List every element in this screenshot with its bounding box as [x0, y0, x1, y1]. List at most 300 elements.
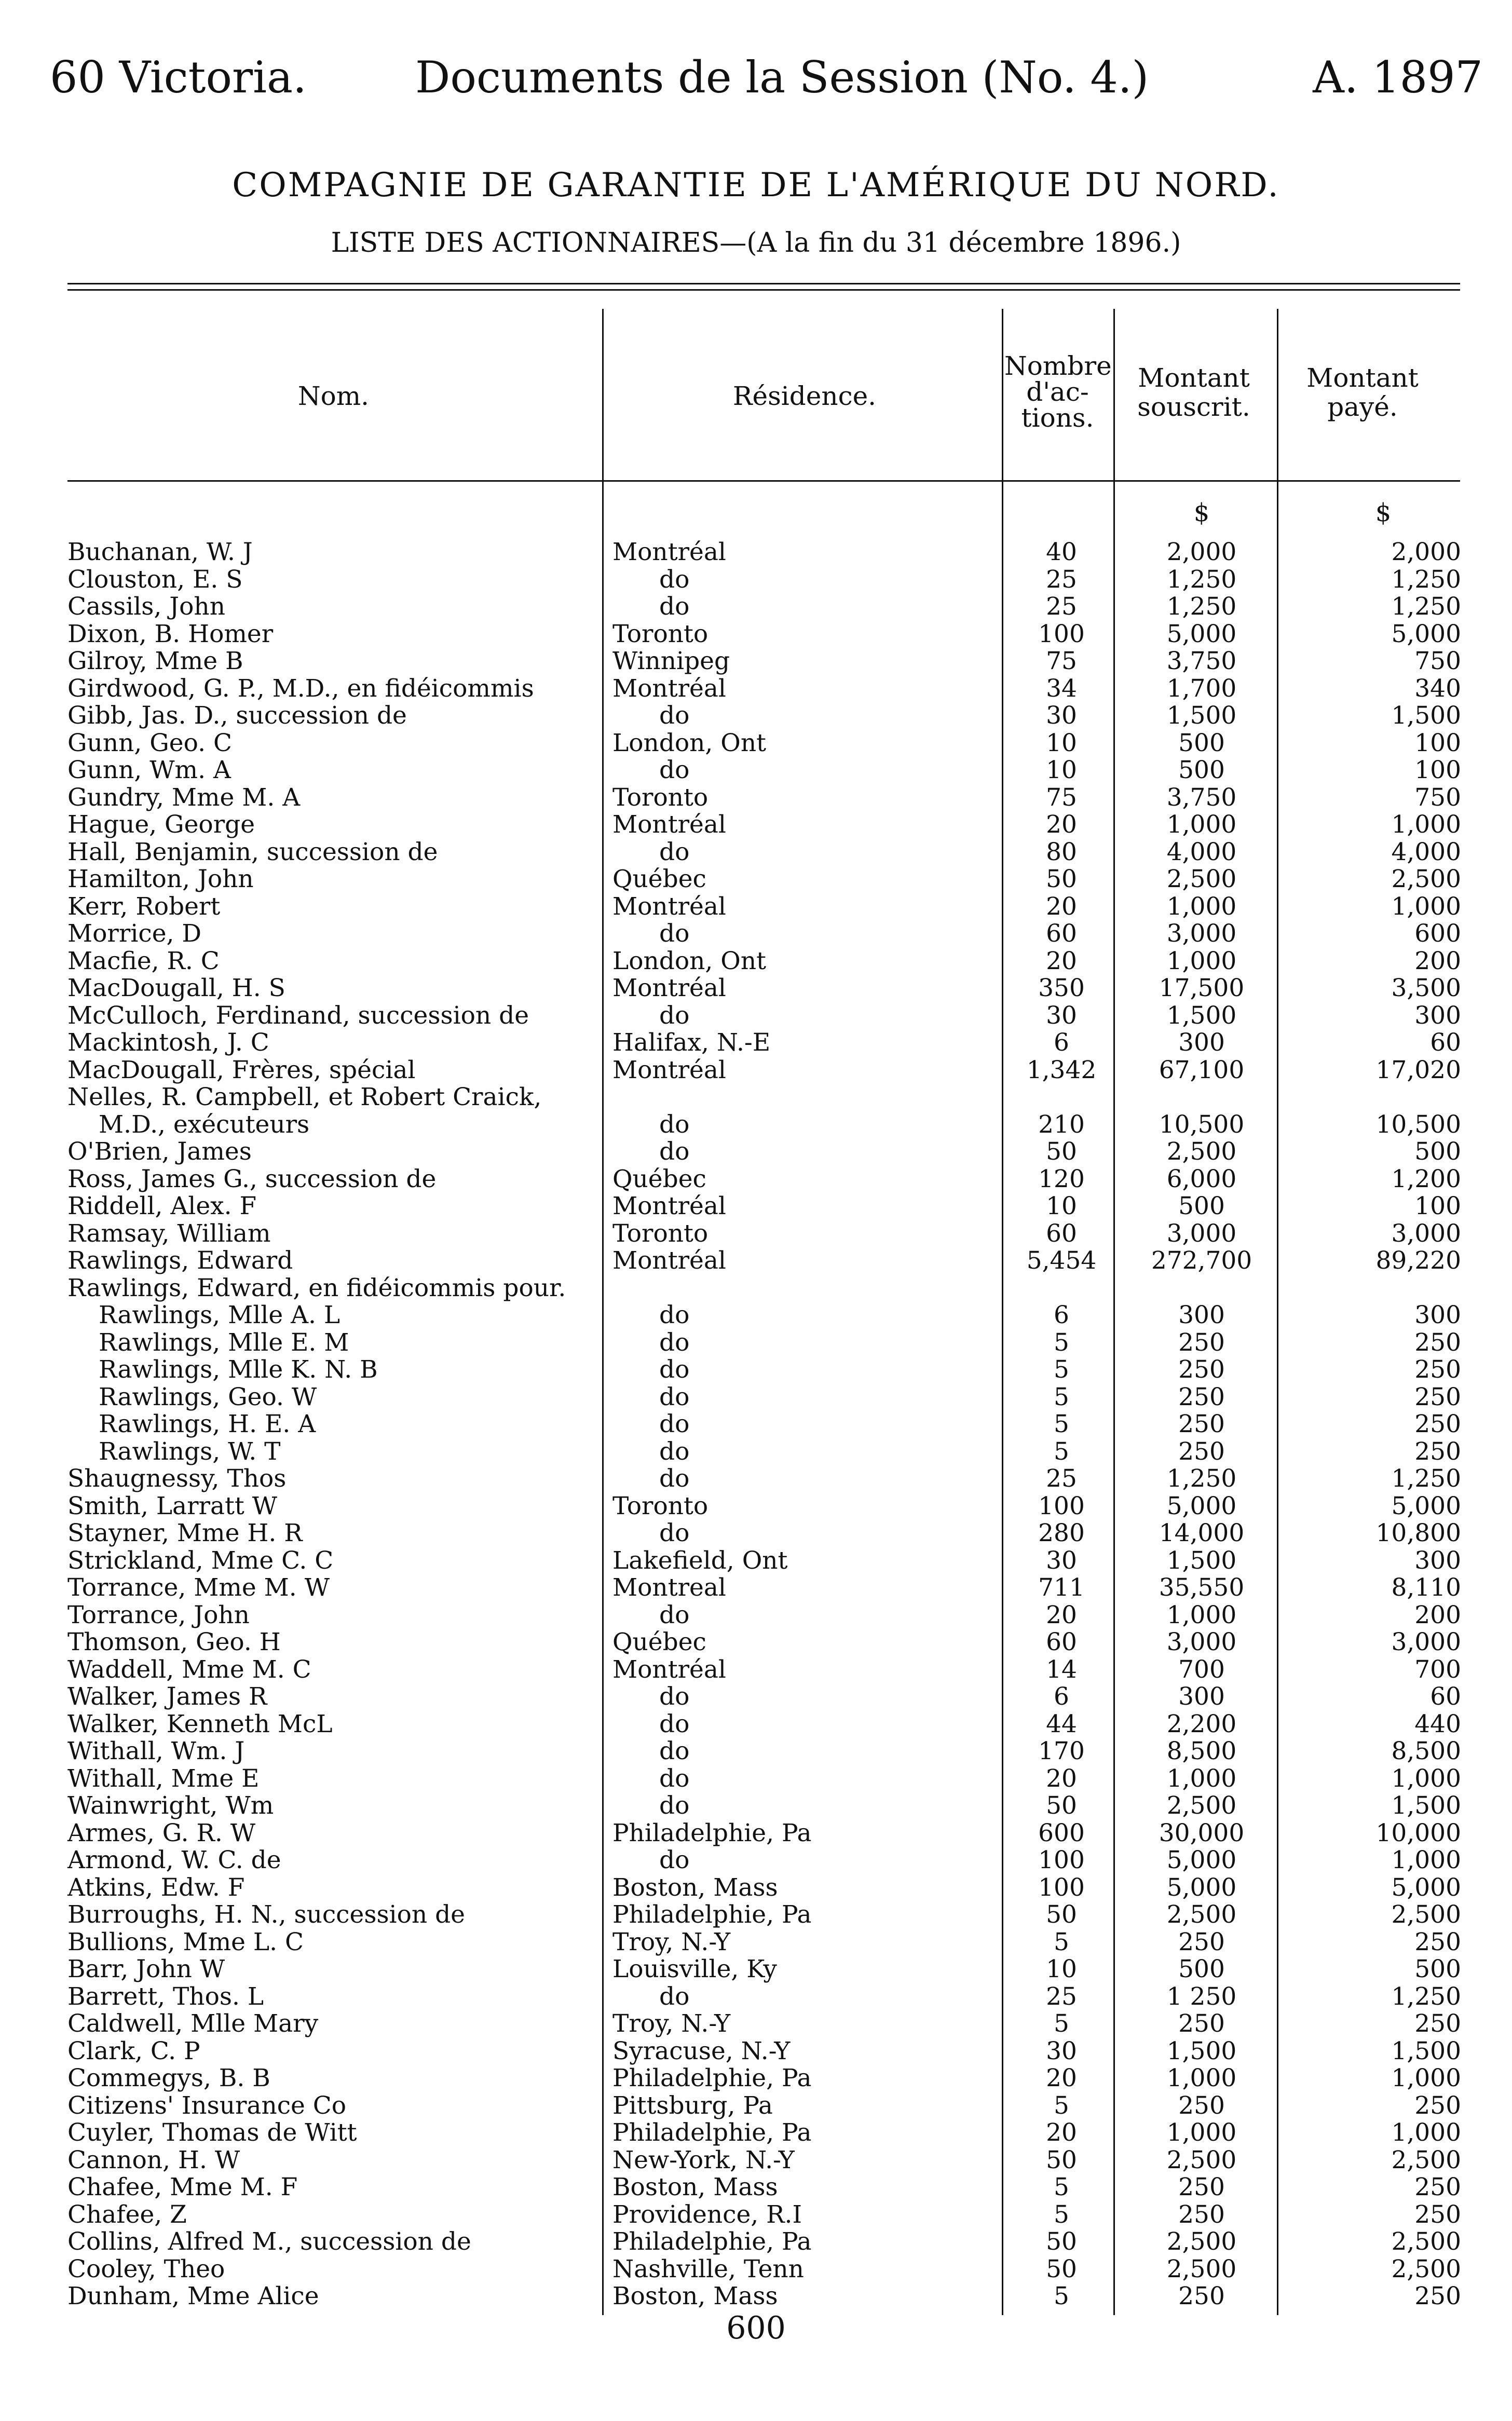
table-row — [0, 1111, 1512, 1139]
subscribed-amount-cell: 250 — [1178, 1410, 1225, 1438]
paid-amount-cell: 250 — [1414, 1437, 1461, 1466]
residence-cell: Philadelphie, Pa — [612, 2064, 812, 2092]
residence-cell: Nashville, Tenn — [612, 2254, 804, 2283]
column-header-souscrit-line: souscrit. — [1137, 392, 1250, 422]
residence-cell: do — [659, 1301, 690, 1329]
paid-amount-cell: 500 — [1414, 1955, 1461, 1983]
residence-cell: do — [659, 1437, 690, 1466]
residence-cell: do — [659, 1519, 690, 1547]
shares-cell: 80 — [1046, 837, 1077, 866]
shares-cell: 50 — [1046, 2254, 1077, 2283]
shareholder-name: Clark, C. P — [67, 2036, 200, 2065]
shares-cell: 50 — [1046, 865, 1077, 893]
shares-cell: 34 — [1046, 674, 1077, 703]
subscribed-amount-cell: 17,500 — [1159, 974, 1245, 1002]
shareholder-name: Bullions, Mme L. C — [67, 1927, 304, 1956]
subscribed-amount-cell: 30,000 — [1159, 1818, 1245, 1847]
residence-cell: do — [659, 1709, 690, 1738]
paid-amount-cell: 5,000 — [1391, 619, 1461, 648]
residence-cell: do — [659, 592, 690, 621]
subscribed-amount-cell: 3,750 — [1166, 647, 1237, 675]
table-row — [0, 2119, 1512, 2147]
column-header-souscrit — [1116, 363, 1272, 421]
shares-cell: 30 — [1046, 1001, 1077, 1030]
paid-amount-cell: 1,250 — [1391, 1982, 1461, 2011]
subscribed-amount-cell: 1,250 — [1166, 592, 1237, 621]
table-row — [0, 948, 1512, 975]
paid-amount-cell: 2,000 — [1391, 538, 1461, 566]
residence-cell: do — [659, 1737, 690, 1765]
shares-cell: 60 — [1046, 1628, 1077, 1656]
shareholder-name: Stayner, Mme H. R — [67, 1519, 303, 1547]
table-row — [0, 1356, 1512, 1384]
residence-cell: do — [659, 1982, 690, 2011]
table-row — [0, 1411, 1512, 1438]
shareholder-name: Mackintosh, J. C — [67, 1028, 269, 1057]
shares-cell: 30 — [1046, 1546, 1077, 1575]
residence-cell: Lakefield, Ont — [612, 1546, 788, 1575]
shareholder-name: Clouston, E. S — [67, 565, 243, 594]
top-rule-2 — [67, 289, 1460, 291]
residence-cell: Toronto — [612, 619, 709, 648]
shareholder-name: Rawlings, Geo. W — [99, 1382, 317, 1411]
shares-cell: 30 — [1046, 2036, 1077, 2065]
column-header-paye-line: payé. — [1327, 392, 1398, 422]
shareholder-name: Walker, James R — [67, 1682, 267, 1711]
paid-amount-cell: 300 — [1414, 1546, 1461, 1575]
column-header-paye — [1279, 363, 1446, 421]
subscribed-amount-cell: 2,500 — [1166, 2227, 1237, 2256]
table-row — [0, 1983, 1512, 2011]
shareholder-name: Riddell, Alex. F — [67, 1192, 257, 1220]
shareholder-name: Barr, John W — [67, 1955, 225, 1983]
subscribed-amount-cell: 250 — [1178, 2200, 1225, 2229]
residence-cell: Toronto — [612, 783, 709, 812]
shares-cell: 5 — [1054, 2282, 1069, 2310]
residence-cell: Montréal — [612, 1055, 726, 1084]
shareholder-name: Dunham, Mme Alice — [67, 2282, 319, 2310]
subscribed-amount-cell: 35,550 — [1159, 1573, 1245, 1602]
paid-amount-cell: 250 — [1414, 2282, 1461, 2310]
shares-cell: 6 — [1054, 1682, 1069, 1711]
shareholder-name: Ramsay, William — [67, 1219, 271, 1248]
shareholder-name: Rawlings, H. E. A — [99, 1410, 316, 1438]
residence-cell: Boston, Mass — [612, 1873, 778, 1902]
table-row — [0, 2228, 1512, 2256]
subscribed-amount-cell: 250 — [1178, 2282, 1225, 2310]
subscribed-amount-cell: 1,700 — [1166, 674, 1237, 703]
table-row — [0, 2092, 1512, 2120]
paid-amount-cell: 100 — [1414, 728, 1461, 757]
paid-amount-cell: 1,000 — [1391, 2064, 1461, 2092]
column-header-nombre-line: tions. — [1021, 403, 1094, 433]
shareholder-name: McCulloch, Ferdinand, succession de — [67, 1001, 529, 1030]
shareholder-name: Dixon, B. Homer — [67, 619, 274, 648]
shares-cell: 10 — [1046, 1955, 1077, 1983]
shareholder-name: Gundry, Mme M. A — [67, 783, 301, 812]
subscribed-amount-cell: 250 — [1178, 1437, 1225, 1466]
shares-cell: 20 — [1046, 1600, 1077, 1629]
subscribed-amount-cell: 2,500 — [1166, 1137, 1237, 1166]
residence-cell: Québec — [612, 1164, 706, 1193]
paid-amount-cell: 60 — [1430, 1028, 1461, 1057]
shareholder-name: Nelles, R. Campbell, et Robert Craick, — [67, 1083, 542, 1111]
shares-cell: 5 — [1054, 1927, 1069, 1956]
table-row — [0, 811, 1512, 839]
subscribed-amount-cell: 1,500 — [1166, 701, 1237, 730]
table-row — [0, 1738, 1512, 1765]
shareholder-name: Kerr, Robert — [67, 892, 221, 921]
table-row — [0, 1520, 1512, 1547]
paid-amount-cell: 1,250 — [1391, 1464, 1461, 1493]
paid-amount-cell: 250 — [1414, 2173, 1461, 2201]
residence-cell: do — [659, 1410, 690, 1438]
shares-cell: 50 — [1046, 1900, 1077, 1929]
subscribed-amount-cell: 250 — [1178, 2173, 1225, 2201]
subscribed-amount-cell: 1,500 — [1166, 1001, 1237, 1030]
shares-cell: 20 — [1046, 810, 1077, 839]
subscribed-amount-cell: 1 250 — [1166, 1982, 1237, 2011]
paid-amount-cell: 5,000 — [1391, 1873, 1461, 1902]
residence-cell: Philadelphie, Pa — [612, 1900, 812, 1929]
header-year: A. 1897 — [1313, 52, 1483, 103]
residence-cell: Syracuse, N.-Y — [612, 2036, 791, 2065]
subscribed-amount-cell: 1,500 — [1166, 2036, 1237, 2065]
residence-cell: Louisville, Ky — [612, 1955, 777, 1983]
residence-cell: Philadelphie, Pa — [612, 2118, 812, 2147]
table-row — [0, 1847, 1512, 1874]
residence-cell: Montreal — [612, 1573, 726, 1602]
paid-amount-cell: 250 — [1414, 2200, 1461, 2229]
shares-cell: 5 — [1054, 2009, 1069, 2038]
subscribed-amount-cell: 300 — [1178, 1028, 1225, 1057]
subscribed-amount-cell: 1,000 — [1166, 810, 1237, 839]
table-row — [0, 1138, 1512, 1166]
paid-amount-cell: 1,000 — [1391, 810, 1461, 839]
shareholder-name: Cannon, H. W — [67, 2145, 240, 2174]
shareholder-name: Cuyler, Thomas de Witt — [67, 2118, 357, 2147]
shares-cell: 100 — [1038, 1491, 1085, 1520]
shareholder-name: Chafee, Mme M. F — [67, 2173, 298, 2201]
shares-cell: 350 — [1038, 974, 1085, 1002]
table-row — [0, 2010, 1512, 2038]
shareholder-name: Torrance, Mme M. W — [67, 1573, 330, 1602]
shareholder-name: Hall, Benjamin, succession de — [67, 837, 438, 866]
table-row — [0, 1029, 1512, 1057]
shares-cell: 44 — [1046, 1709, 1077, 1738]
shares-cell: 30 — [1046, 701, 1077, 730]
shareholder-name: Atkins, Edw. F — [67, 1873, 245, 1902]
table-row — [0, 2147, 1512, 2174]
residence-cell: do — [659, 1382, 690, 1411]
table-row — [0, 893, 1512, 921]
shares-cell: 60 — [1046, 1219, 1077, 1248]
residence-cell: do — [659, 1600, 690, 1629]
paid-amount-cell: 1,000 — [1391, 1764, 1461, 1793]
column-header-residence: Résidence. — [732, 381, 877, 411]
subscribed-amount-cell: 5,000 — [1166, 1491, 1237, 1520]
subscribed-amount-cell: 250 — [1178, 1927, 1225, 1956]
paid-amount-cell: 1,500 — [1391, 2036, 1461, 2065]
shares-cell: 5 — [1054, 1382, 1069, 1411]
paid-amount-cell: 1,500 — [1391, 1791, 1461, 1820]
paid-amount-cell: 250 — [1414, 1355, 1461, 1384]
table-row — [0, 784, 1512, 812]
table-row — [0, 866, 1512, 893]
table-row — [0, 1901, 1512, 1929]
subscribed-amount-cell: 3,000 — [1166, 1219, 1237, 1248]
subscribed-amount-cell: 5,000 — [1166, 1873, 1237, 1902]
table-row — [0, 702, 1512, 730]
running-header — [0, 52, 1512, 114]
shares-cell: 10 — [1046, 756, 1077, 784]
paid-amount-cell: 250 — [1414, 2009, 1461, 2038]
subscribed-amount-cell: 250 — [1178, 2091, 1225, 2120]
table-row — [0, 1711, 1512, 1738]
shareholder-name: Gilroy, Mme B — [67, 647, 243, 675]
subscribed-amount-cell: 2,500 — [1166, 1900, 1237, 1929]
shareholder-name: Macfie, R. C — [67, 946, 220, 975]
shareholder-name: Commegys, B. B — [67, 2064, 270, 2092]
paid-amount-cell: 250 — [1414, 1410, 1461, 1438]
residence-cell: do — [659, 1137, 690, 1166]
table-row — [0, 2174, 1512, 2201]
paid-amount-cell: 1,250 — [1391, 565, 1461, 594]
shares-cell: 5 — [1054, 1328, 1069, 1357]
paid-amount-cell: 500 — [1414, 1137, 1461, 1166]
column-header-nombre — [1004, 353, 1111, 431]
subscribed-amount-cell: 272,700 — [1151, 1246, 1252, 1275]
residence-cell: do — [659, 1110, 690, 1139]
shares-cell: 120 — [1038, 1164, 1085, 1193]
subscribed-amount-cell: 300 — [1178, 1682, 1225, 1711]
subscribed-amount-cell: 1,250 — [1166, 1464, 1237, 1493]
shareholder-name: MacDougall, Frères, spécial — [67, 1055, 416, 1084]
residence-cell: do — [659, 701, 690, 730]
subscribed-amount-cell: 700 — [1178, 1655, 1225, 1684]
paid-amount-cell: 60 — [1430, 1682, 1461, 1711]
table-row — [0, 566, 1512, 594]
shares-cell: 100 — [1038, 619, 1085, 648]
paid-amount-cell: 1,250 — [1391, 592, 1461, 621]
shares-cell: 5 — [1054, 2200, 1069, 2229]
shares-cell: 210 — [1038, 1110, 1085, 1139]
shareholder-name: Thomson, Geo. H — [67, 1628, 281, 1656]
subscribed-amount-cell: 1,000 — [1166, 892, 1237, 921]
table-row — [0, 2256, 1512, 2283]
subscribed-amount-cell: 5,000 — [1166, 1846, 1237, 1874]
paid-amount-cell: 750 — [1414, 783, 1461, 812]
subscribed-amount-cell: 300 — [1178, 1301, 1225, 1329]
paid-amount-cell: 100 — [1414, 756, 1461, 784]
paid-amount-cell: 2,500 — [1391, 2145, 1461, 2174]
subscribed-amount-cell: 2,500 — [1166, 2254, 1237, 2283]
shares-cell: 600 — [1038, 1818, 1085, 1847]
shares-cell: 1,342 — [1026, 1055, 1097, 1084]
table-row — [0, 1956, 1512, 1983]
residence-cell: New-York, N.-Y — [612, 2145, 795, 2174]
residence-cell: do — [659, 1328, 690, 1357]
table-row — [0, 1792, 1512, 1820]
subscribed-amount-cell: 3,750 — [1166, 783, 1237, 812]
paid-amount-cell: 10,000 — [1375, 1818, 1461, 1847]
subscribed-amount-cell: 1,000 — [1166, 946, 1237, 975]
shares-cell: 5 — [1054, 1355, 1069, 1384]
subscribed-amount-cell: 500 — [1178, 1955, 1225, 1983]
shares-cell: 20 — [1046, 1764, 1077, 1793]
shares-cell: 100 — [1038, 1846, 1085, 1874]
shareholder-name: Ross, James G., succession de — [67, 1164, 437, 1193]
shareholder-name: Girdwood, G. P., M.D., en fidéicommis — [67, 674, 534, 703]
shares-cell: 280 — [1038, 1519, 1085, 1547]
residence-cell: Québec — [612, 865, 706, 893]
shareholder-name: Rawlings, Edward — [67, 1246, 293, 1275]
residence-cell: Montréal — [612, 810, 726, 839]
residence-cell: Montréal — [612, 974, 726, 1002]
subscribed-amount-cell: 3,000 — [1166, 919, 1237, 948]
shareholder-name: Cassils, John — [67, 592, 225, 621]
residence-cell: do — [659, 837, 690, 866]
residence-cell: Toronto — [612, 1491, 709, 1520]
paid-amount-cell: 440 — [1414, 1709, 1461, 1738]
table-row — [0, 1574, 1512, 1602]
paid-amount-cell: 5,000 — [1391, 1491, 1461, 1520]
subscribed-amount-cell: 250 — [1178, 1355, 1225, 1384]
shareholder-table — [0, 539, 1512, 2310]
paid-amount-cell: 2,500 — [1391, 865, 1461, 893]
subscribed-amount-cell: 500 — [1178, 1192, 1225, 1220]
shareholder-name: Caldwell, Mlle Mary — [67, 2009, 319, 2038]
residence-cell: Winnipeg — [612, 647, 730, 675]
shares-cell: 50 — [1046, 1137, 1077, 1166]
subscribed-amount-cell: 500 — [1178, 756, 1225, 784]
subscribed-amount-cell: 2,500 — [1166, 865, 1237, 893]
residence-cell: do — [659, 1464, 690, 1493]
column-header-souscrit-line: Montant — [1138, 363, 1250, 393]
shareholder-name: O'Brien, James — [67, 1137, 252, 1166]
shares-cell: 20 — [1046, 2118, 1077, 2147]
subscribed-amount-cell: 250 — [1178, 1328, 1225, 1357]
residence-cell: Montréal — [612, 1246, 726, 1275]
paid-amount-cell: 10,500 — [1375, 1110, 1461, 1139]
residence-cell: Pittsburg, Pa — [612, 2091, 773, 2120]
shareholder-name: Collins, Alfred M., succession de — [67, 2227, 471, 2256]
table-row — [0, 1656, 1512, 1684]
paid-amount-cell: 2,500 — [1391, 1900, 1461, 1929]
paid-amount-cell: 2,500 — [1391, 2254, 1461, 2283]
table-row — [0, 1247, 1512, 1275]
residence-cell: Philadelphie, Pa — [612, 2227, 812, 2256]
shares-cell: 14 — [1046, 1655, 1077, 1684]
shares-cell: 6 — [1054, 1301, 1069, 1329]
table-row — [0, 1275, 1512, 1302]
table-row — [0, 2201, 1512, 2229]
column-header-nom: Nom. — [297, 381, 370, 411]
shares-cell: 25 — [1046, 1464, 1077, 1493]
shares-cell: 6 — [1054, 1028, 1069, 1057]
table-row — [0, 1493, 1512, 1520]
residence-cell: London, Ont — [612, 728, 766, 757]
table-row — [0, 1929, 1512, 1956]
table-row — [0, 1438, 1512, 1466]
residence-cell: Montréal — [612, 1655, 726, 1684]
table-row — [0, 675, 1512, 703]
shareholder-name: Citizens' Insurance Co — [67, 2091, 347, 2120]
residence-cell: Boston, Mass — [612, 2173, 778, 2201]
page-number: 600 — [726, 2310, 786, 2346]
shares-cell: 10 — [1046, 728, 1077, 757]
table-row — [0, 839, 1512, 866]
table-row — [0, 1193, 1512, 1220]
paid-amount-cell: 2,500 — [1391, 2227, 1461, 2256]
paid-amount-cell: 250 — [1414, 1382, 1461, 1411]
residence-cell: Montréal — [612, 892, 726, 921]
shareholder-name: Rawlings, W. T — [99, 1437, 281, 1466]
shareholder-name: Morrice, D — [67, 919, 202, 948]
subscribed-amount-cell: 2,500 — [1166, 2145, 1237, 2174]
list-subtitle: LISTE DES ACTIONNAIRES—(A la fin du 31 décembre 1896.) — [331, 227, 1181, 259]
table-row — [0, 593, 1512, 621]
paid-amount-cell: 1,000 — [1391, 2118, 1461, 2147]
dollar-sign-souscrit: $ — [1193, 498, 1210, 527]
paid-amount-cell: 1,200 — [1391, 1164, 1461, 1193]
residence-cell: Halifax, N.-E — [612, 1028, 771, 1057]
shares-cell: 50 — [1046, 2145, 1077, 2174]
shares-cell: 20 — [1046, 946, 1077, 975]
shareholder-name: Hague, George — [67, 810, 255, 839]
subscribed-amount-cell: 1,250 — [1166, 565, 1237, 594]
shares-cell: 100 — [1038, 1873, 1085, 1902]
paid-amount-cell: 4,000 — [1391, 837, 1461, 866]
subscribed-amount-cell: 1,000 — [1166, 1764, 1237, 1793]
residence-cell: Boston, Mass — [612, 2282, 778, 2310]
paid-amount-cell: 3,000 — [1391, 1219, 1461, 1248]
paid-amount-cell: 300 — [1414, 1001, 1461, 1030]
shares-cell: 711 — [1038, 1573, 1085, 1602]
table-row — [0, 920, 1512, 948]
column-header-nombre-line: Nombre — [1004, 351, 1112, 381]
shareholder-name: Chafee, Z — [67, 2200, 187, 2229]
paid-amount-cell: 3,000 — [1391, 1628, 1461, 1656]
table-row — [0, 2065, 1512, 2092]
shareholder-name: Rawlings, Mlle K. N. B — [99, 1355, 378, 1384]
shareholder-name: Armond, W. C. de — [67, 1846, 281, 1874]
subscribed-amount-cell: 67,100 — [1159, 1055, 1245, 1084]
paid-amount-cell: 250 — [1414, 1927, 1461, 1956]
paid-amount-cell: 1,500 — [1391, 701, 1461, 730]
subscribed-amount-cell: 1,000 — [1166, 2118, 1237, 2147]
shares-cell: 25 — [1046, 565, 1077, 594]
shares-cell: 5 — [1054, 1410, 1069, 1438]
subscribed-amount-cell: 5,000 — [1166, 619, 1237, 648]
shares-cell: 10 — [1046, 1192, 1077, 1220]
top-rule — [67, 283, 1460, 284]
shareholder-name: Shaugnessy, Thos — [67, 1464, 287, 1493]
residence-cell: Montréal — [612, 674, 726, 703]
shareholder-name: Wainwright, Wm — [67, 1791, 274, 1820]
column-header-paye-line: Montant — [1306, 363, 1419, 393]
paid-amount-cell: 200 — [1414, 946, 1461, 975]
subscribed-amount-cell: 2,200 — [1166, 1709, 1237, 1738]
subscribed-amount-cell: 2,500 — [1166, 1791, 1237, 1820]
residence-cell: Montréal — [612, 538, 726, 566]
table-row — [0, 1166, 1512, 1193]
residence-cell: Troy, N.-Y — [612, 1927, 731, 1956]
table-row — [0, 1547, 1512, 1575]
subscribed-amount-cell: 3,000 — [1166, 1628, 1237, 1656]
table-row — [0, 1874, 1512, 1902]
table-row — [0, 1084, 1512, 1111]
